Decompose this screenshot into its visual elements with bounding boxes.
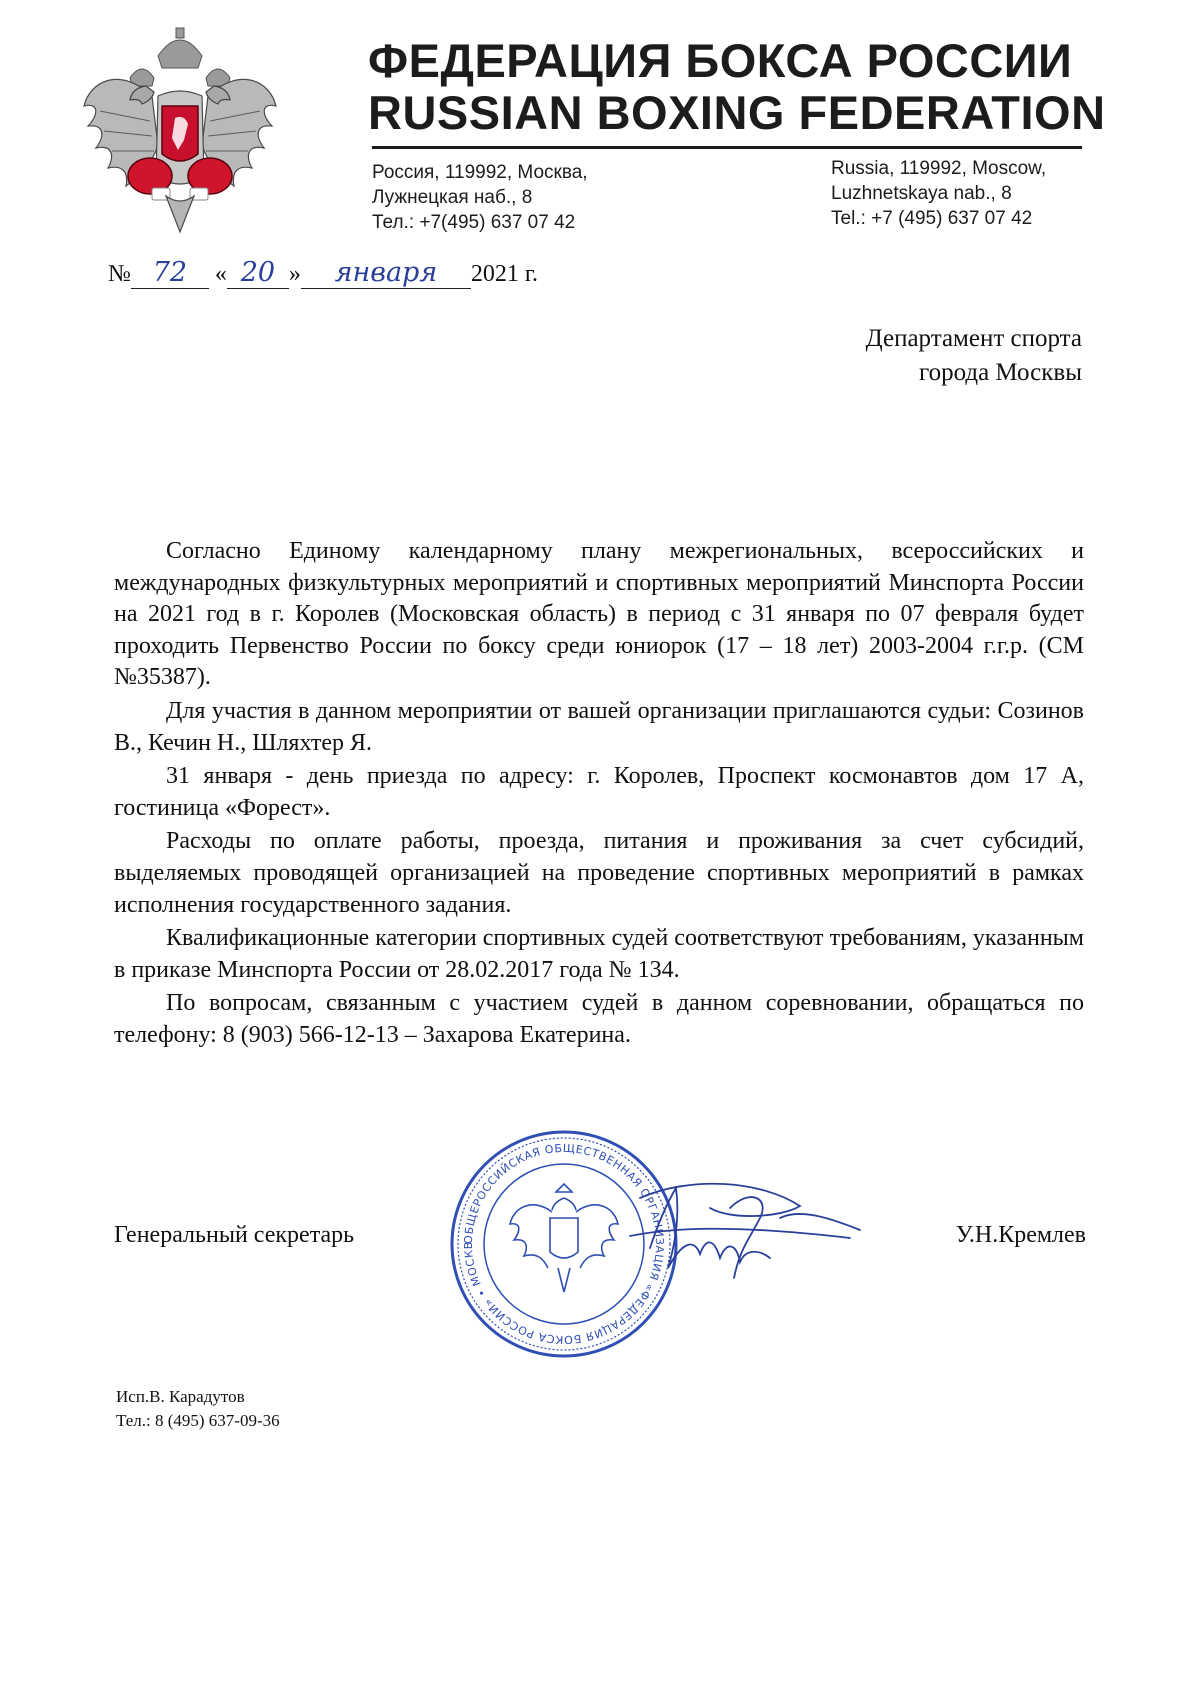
body-paragraph: Согласно Единому календарному плану межрегиональных, всероссийских и международных физкультурных мероприятий и спортивных мероприятий Минспорта России на 2021 год в г. Королев (Московская область) в период с 31 января по 07 февраля будет проходить Первенство России по боксу среди юниорок (17 – 18 лет) 2003-2004 г.г.р. (СМ №35387).: [114, 538, 1084, 691]
address-en: [831, 156, 1046, 231]
address-en-line: Tel.: +7 (495) 637 07 42: [831, 208, 1033, 229]
document-day: 20: [227, 258, 289, 289]
handwritten-signature: [610, 1158, 870, 1298]
open-quote: «: [214, 261, 227, 287]
address-en-line: Luzhnetskaya nab., 8: [831, 183, 1012, 204]
federation-emblem: [80, 26, 280, 241]
body-paragraph: Расходы по оплате работы, проезда, питания и проживания за счет субсидий, выделяемых проводящей организацией на проведение спортивных мероприятий в рамках исполнения государственного задания.: [114, 828, 1084, 918]
body-paragraph: 31 января - день приезда по адресу: г. Королев, Проспект космонавтов дом 17 А, гостиница «Форест».: [114, 763, 1084, 821]
body-paragraph: По вопросам, связанным с участием судей в данном соревновании, обращаться по телефону: 8 (903) 566-12-13 – Захарова Екатерина.: [114, 990, 1084, 1048]
executor-block: [116, 1385, 280, 1433]
executor-phone: Тел.: 8 (495) 637-09-36: [116, 1411, 280, 1430]
header-title-ru: ФЕДЕРАЦИЯ БОКСА РОССИИ: [368, 34, 1073, 87]
header-title-en: RUSSIAN BOXING FEDERATION: [368, 86, 1106, 139]
document-year: 2021 г.: [470, 261, 539, 287]
signatory-name: У.Н.Кремлев: [955, 1222, 1086, 1248]
body-paragraph: Для участия в данном мероприятии от вашей организации приглашаются судьи: Созинов В., Кечин Н., Шляхтер Я.: [114, 697, 1084, 756]
close-quote: »: [288, 261, 301, 287]
signatory-title: Генеральный секретарь: [114, 1222, 355, 1248]
recipient-block: [866, 322, 1082, 390]
letter-body: [114, 536, 1084, 1054]
header-divider: [372, 146, 1082, 149]
document-number: 72: [131, 258, 209, 289]
address-en-line: Russia, 119992, Moscow,: [831, 158, 1047, 179]
document-ref-line: [108, 258, 538, 290]
recipient-line: Департамент спорта: [865, 325, 1082, 352]
address-ru: [372, 160, 588, 235]
address-ru-line: Тел.: +7(495) 637 07 42: [372, 212, 576, 233]
recipient-line: города Москвы: [918, 359, 1082, 386]
stamp-text: ОБЩЕРОССИЙСКАЯ ОБЩЕСТВЕННАЯ ОРГАНИЗАЦИЯ «ФЕДЕРАЦИЯ БОКСА РОССИИ» • МОСКВ: [461, 1141, 667, 1347]
address-ru-line: Россия, 119992, Москва,: [372, 162, 588, 183]
number-sign: №: [108, 261, 131, 287]
address-ru-line: Лужнецкая наб., 8: [372, 187, 533, 208]
executor-name: Исп.В. Карадутов: [116, 1387, 245, 1406]
document-month: января: [301, 258, 471, 289]
body-paragraph: Квалификационные категории спортивных судей соответствуют требованиям, указанным в приказе Минспорта России от 28.02.2017 года № 134.: [114, 925, 1084, 983]
